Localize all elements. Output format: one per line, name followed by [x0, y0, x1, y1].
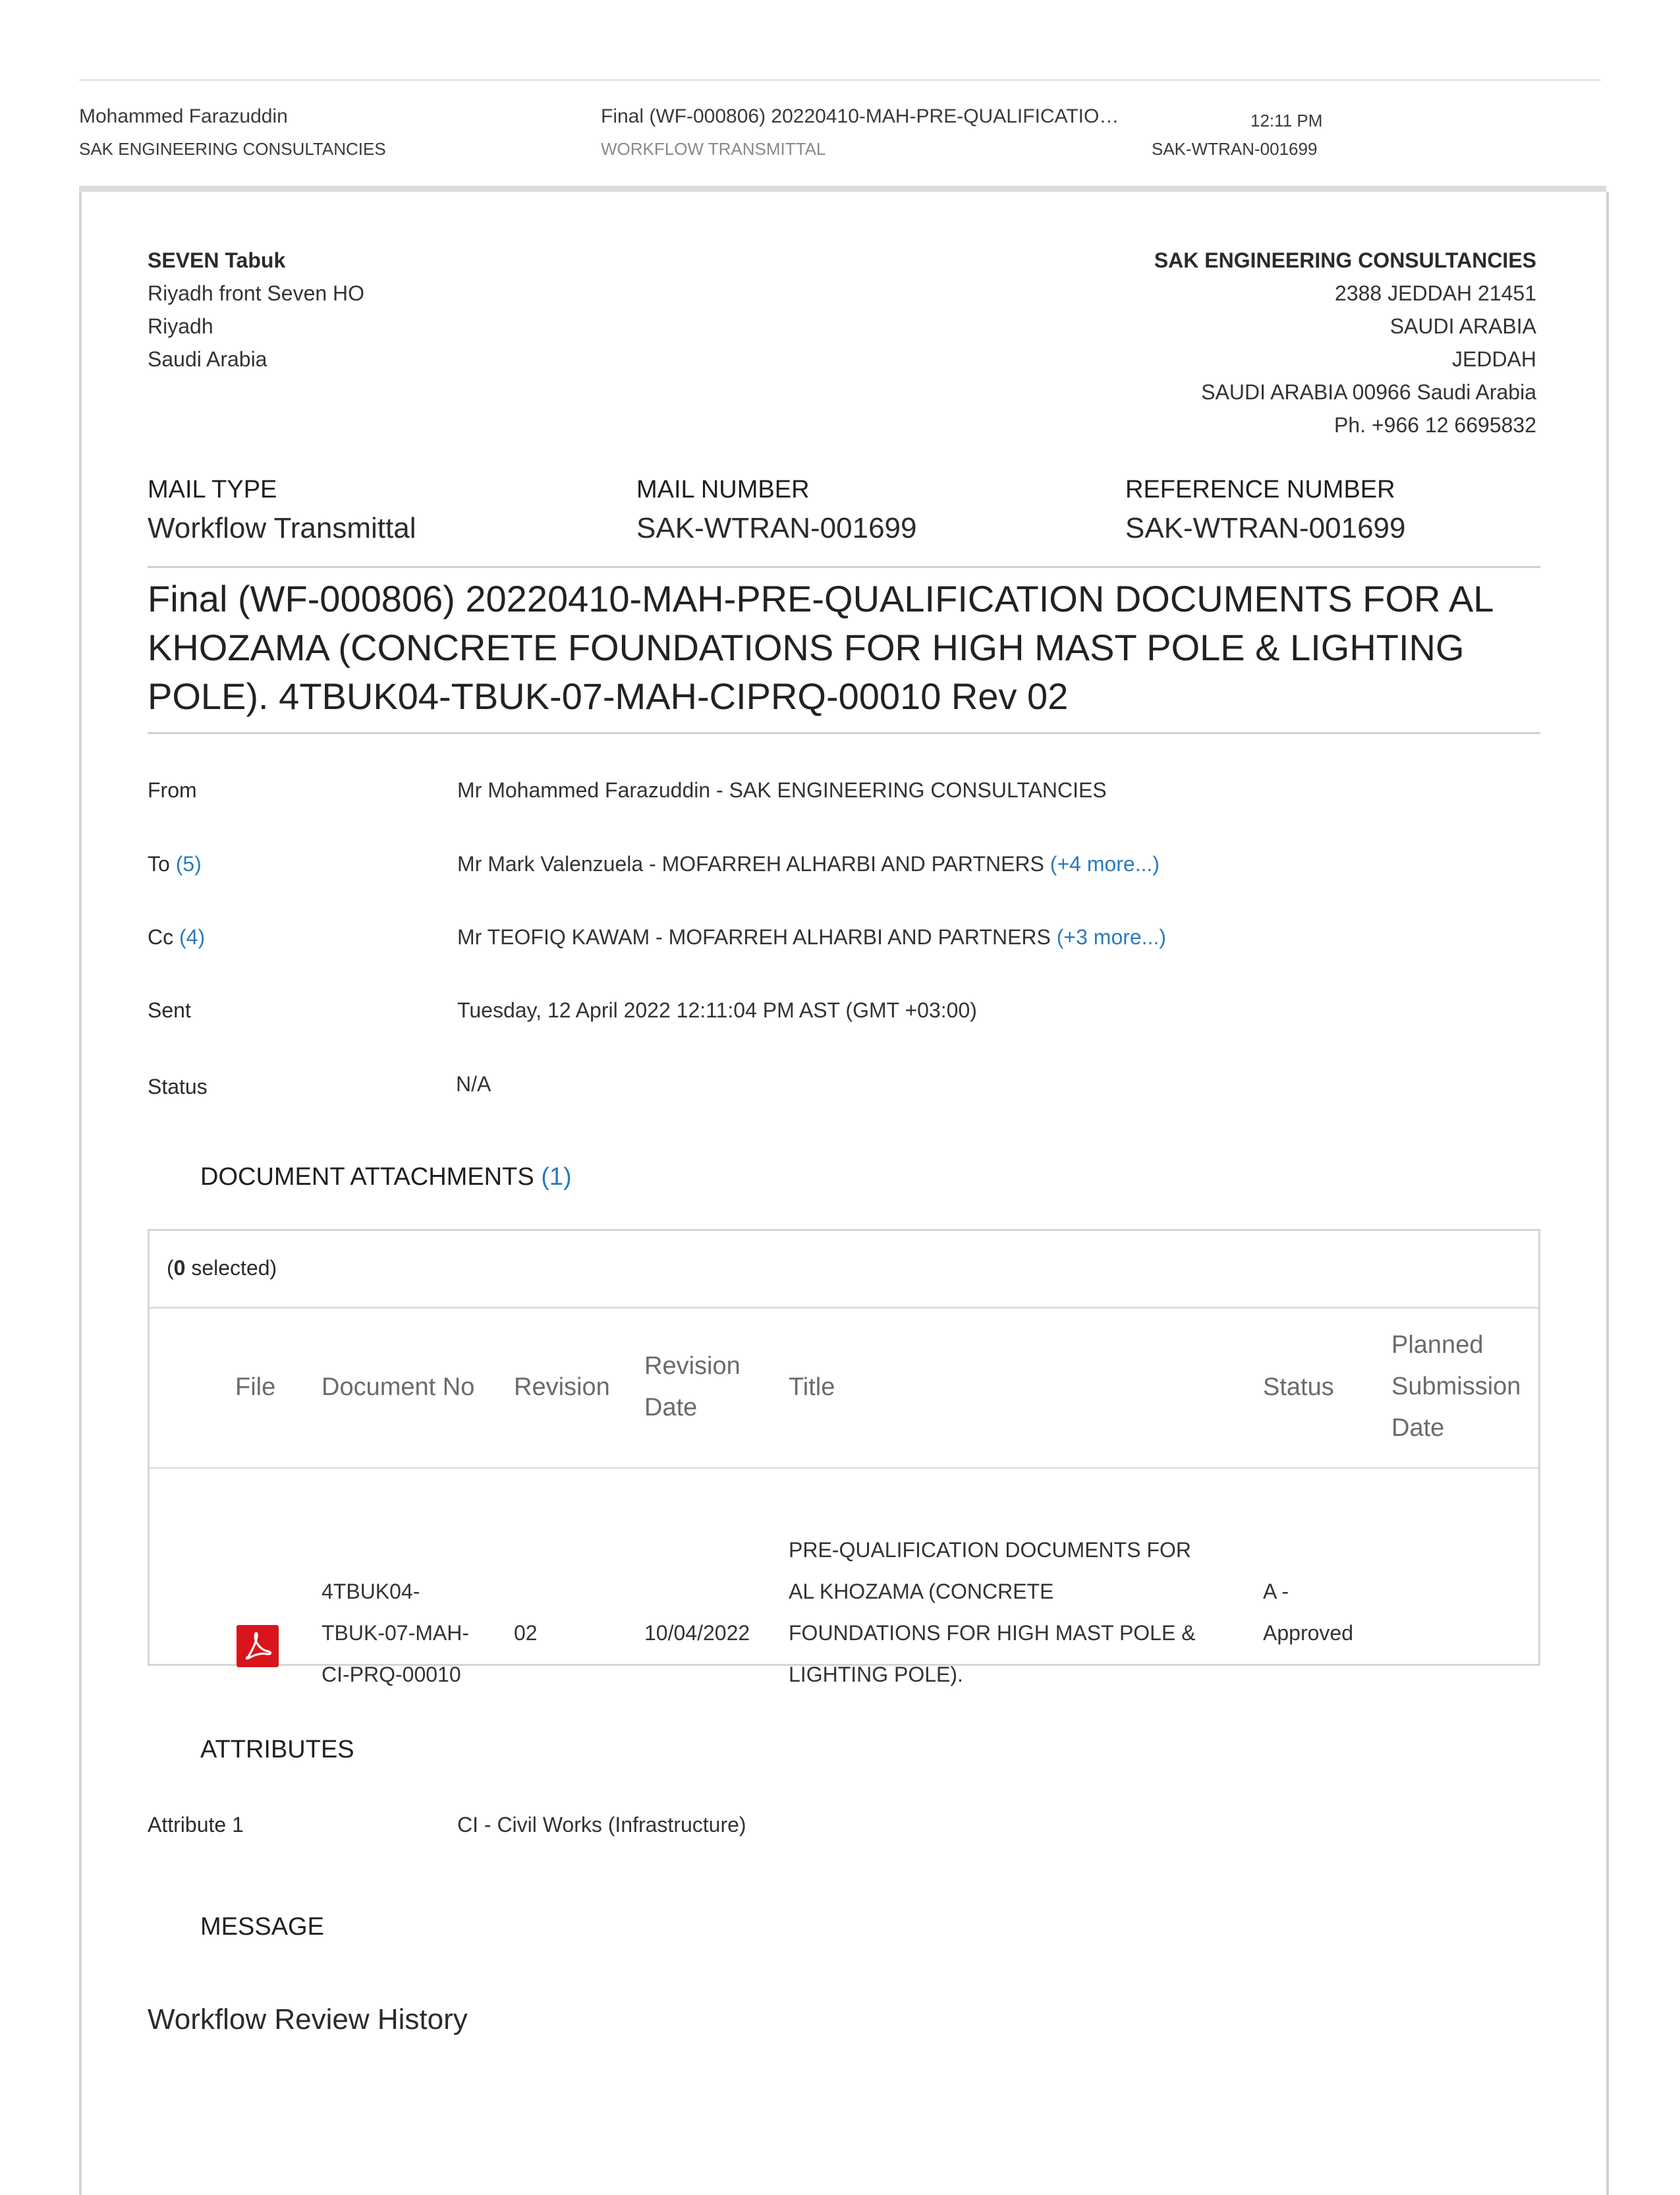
to-more-link[interactable]: (+4 more...) — [1050, 852, 1160, 876]
attribute-1-value: CI - Civil Works (Infrastructure) — [457, 1813, 746, 1837]
mail-number-value: SAK-WTRAN-001699 — [636, 512, 917, 544]
sender-line2: Riyadh — [148, 314, 213, 338]
from-value: Mr Mohammed Farazuddin - SAK ENGINEERING CONSULTANCIES — [457, 778, 1107, 802]
review-history-title: Workflow Review History — [148, 2003, 468, 2036]
doc-revision: 02 — [514, 1621, 538, 1645]
table-header-row — [150, 1309, 1538, 1469]
sender-line1: Riyadh front Seven HO — [148, 281, 365, 305]
to-label — [148, 852, 202, 876]
mail-type-value: Workflow Transmittal — [148, 512, 416, 544]
reference-number-value: SAK-WTRAN-001699 — [1125, 512, 1406, 544]
header-user-name: Mohammed Farazuddin — [79, 105, 288, 127]
sender-name: SEVEN Tabuk — [148, 248, 286, 272]
mail-number-label: MAIL NUMBER — [636, 476, 810, 503]
attachments-count[interactable]: (1) — [541, 1163, 572, 1191]
cc-value — [457, 925, 1166, 950]
attachments-title-text: DOCUMENT ATTACHMENTS — [200, 1163, 534, 1191]
status-value: N/A — [456, 1072, 491, 1096]
selection-count: (0 selected) — [167, 1256, 277, 1280]
col-revision-date[interactable]: Revision Date — [644, 1352, 741, 1421]
doc-number[interactable]: 4TBUK04- TBUK-07-MAH- CI-PRQ-00010 — [322, 1580, 470, 1686]
recipient-line3: JEDDAH — [1451, 347, 1536, 371]
message-title: MESSAGE — [200, 1913, 324, 1941]
to-value — [457, 852, 1160, 876]
recipient-line2: SAUDI ARABIA — [1389, 314, 1536, 338]
recipient-line4: SAUDI ARABIA 00966 Saudi Arabia — [1201, 380, 1536, 404]
subject-bottom-rule — [148, 732, 1540, 734]
recipient-phone: Ph. +966 12 6695832 — [1334, 413, 1536, 437]
subject-top-rule — [148, 566, 1540, 568]
cc-more-link[interactable]: (+3 more...) — [1056, 925, 1167, 949]
attributes-title: ATTRIBUTES — [200, 1736, 354, 1763]
header-band — [79, 186, 1606, 192]
cc-count-link[interactable]: (4) — [179, 925, 206, 949]
attribute-1-label: Attribute 1 — [148, 1813, 244, 1837]
sender-line3: Saudi Arabia — [148, 347, 267, 371]
header-mail-number: SAK-WTRAN-001699 — [1152, 139, 1318, 159]
attachments-table — [148, 1229, 1540, 1686]
header-mail-type: WORKFLOW TRANSMITTAL — [601, 139, 826, 159]
col-title[interactable]: Title — [789, 1373, 835, 1401]
reference-number-label: REFERENCE NUMBER — [1125, 476, 1395, 503]
recipient-line1: 2388 JEDDAH 21451 — [1335, 281, 1536, 305]
mail-subject: Final (WF-000806) 20220410-MAH-PRE-QUALIFICATION DOCUMENTS FOR AL KHOZAMA (CONCRETE FOUNDATIONS FOR HIGH MAST POLE & LIGHTING POLE). 4TBUK04-TBUK-07-MAH-CIPRQ-00010 Rev 02 — [148, 578, 1493, 717]
cc-label-text: Cc — [148, 925, 174, 949]
col-document-no[interactable]: Document No — [322, 1373, 475, 1401]
col-file[interactable]: File — [235, 1373, 276, 1401]
recipient-address — [1154, 244, 1536, 442]
header-subject[interactable]: Final (WF-000806) 20220410-MAH-PRE-QUALIFICATIO… — [601, 105, 1119, 127]
col-status[interactable]: Status — [1263, 1373, 1334, 1401]
status-label: Status — [148, 1075, 208, 1098]
header-divider — [79, 79, 1601, 81]
sent-value: Tuesday, 12 April 2022 12:11:04 PM AST (GMT +03:00) — [457, 998, 977, 1022]
sent-label: Sent — [148, 998, 191, 1022]
recipient-name: SAK ENGINEERING CONSULTANCIES — [1154, 248, 1536, 272]
sender-address — [148, 244, 364, 376]
pdf-icon[interactable] — [237, 1625, 279, 1667]
to-recipient: Mr Mark Valenzuela - MOFARREH ALHARBI AND PARTNERS — [457, 852, 1044, 876]
col-planned-submission-date[interactable]: Planned Submission Date — [1391, 1331, 1521, 1442]
cc-recipient: Mr TEOFIQ KAWAM - MOFARREH ALHARBI AND PARTNERS — [457, 925, 1051, 949]
cc-label — [148, 925, 205, 950]
to-count-link[interactable]: (5) — [175, 852, 202, 876]
to-label-text: To — [148, 852, 170, 876]
mail-type-label: MAIL TYPE — [148, 476, 277, 503]
doc-title: PRE-QUALIFICATION DOCUMENTS FOR AL KHOZAMA (CONCRETE FOUNDATIONS FOR HIGH MAST POLE & LIGHTING POLE). — [789, 1538, 1196, 1686]
header-time: 12:11 PM — [1250, 111, 1323, 130]
doc-revision-date: 10/04/2022 — [644, 1621, 750, 1645]
from-label: From — [148, 778, 197, 802]
col-revision[interactable]: Revision — [514, 1373, 610, 1401]
doc-status: A - Approved — [1263, 1580, 1353, 1645]
header-user-company: SAK ENGINEERING CONSULTANCIES — [79, 139, 386, 159]
attachments-title — [200, 1163, 572, 1191]
selection-row — [150, 1231, 1538, 1309]
